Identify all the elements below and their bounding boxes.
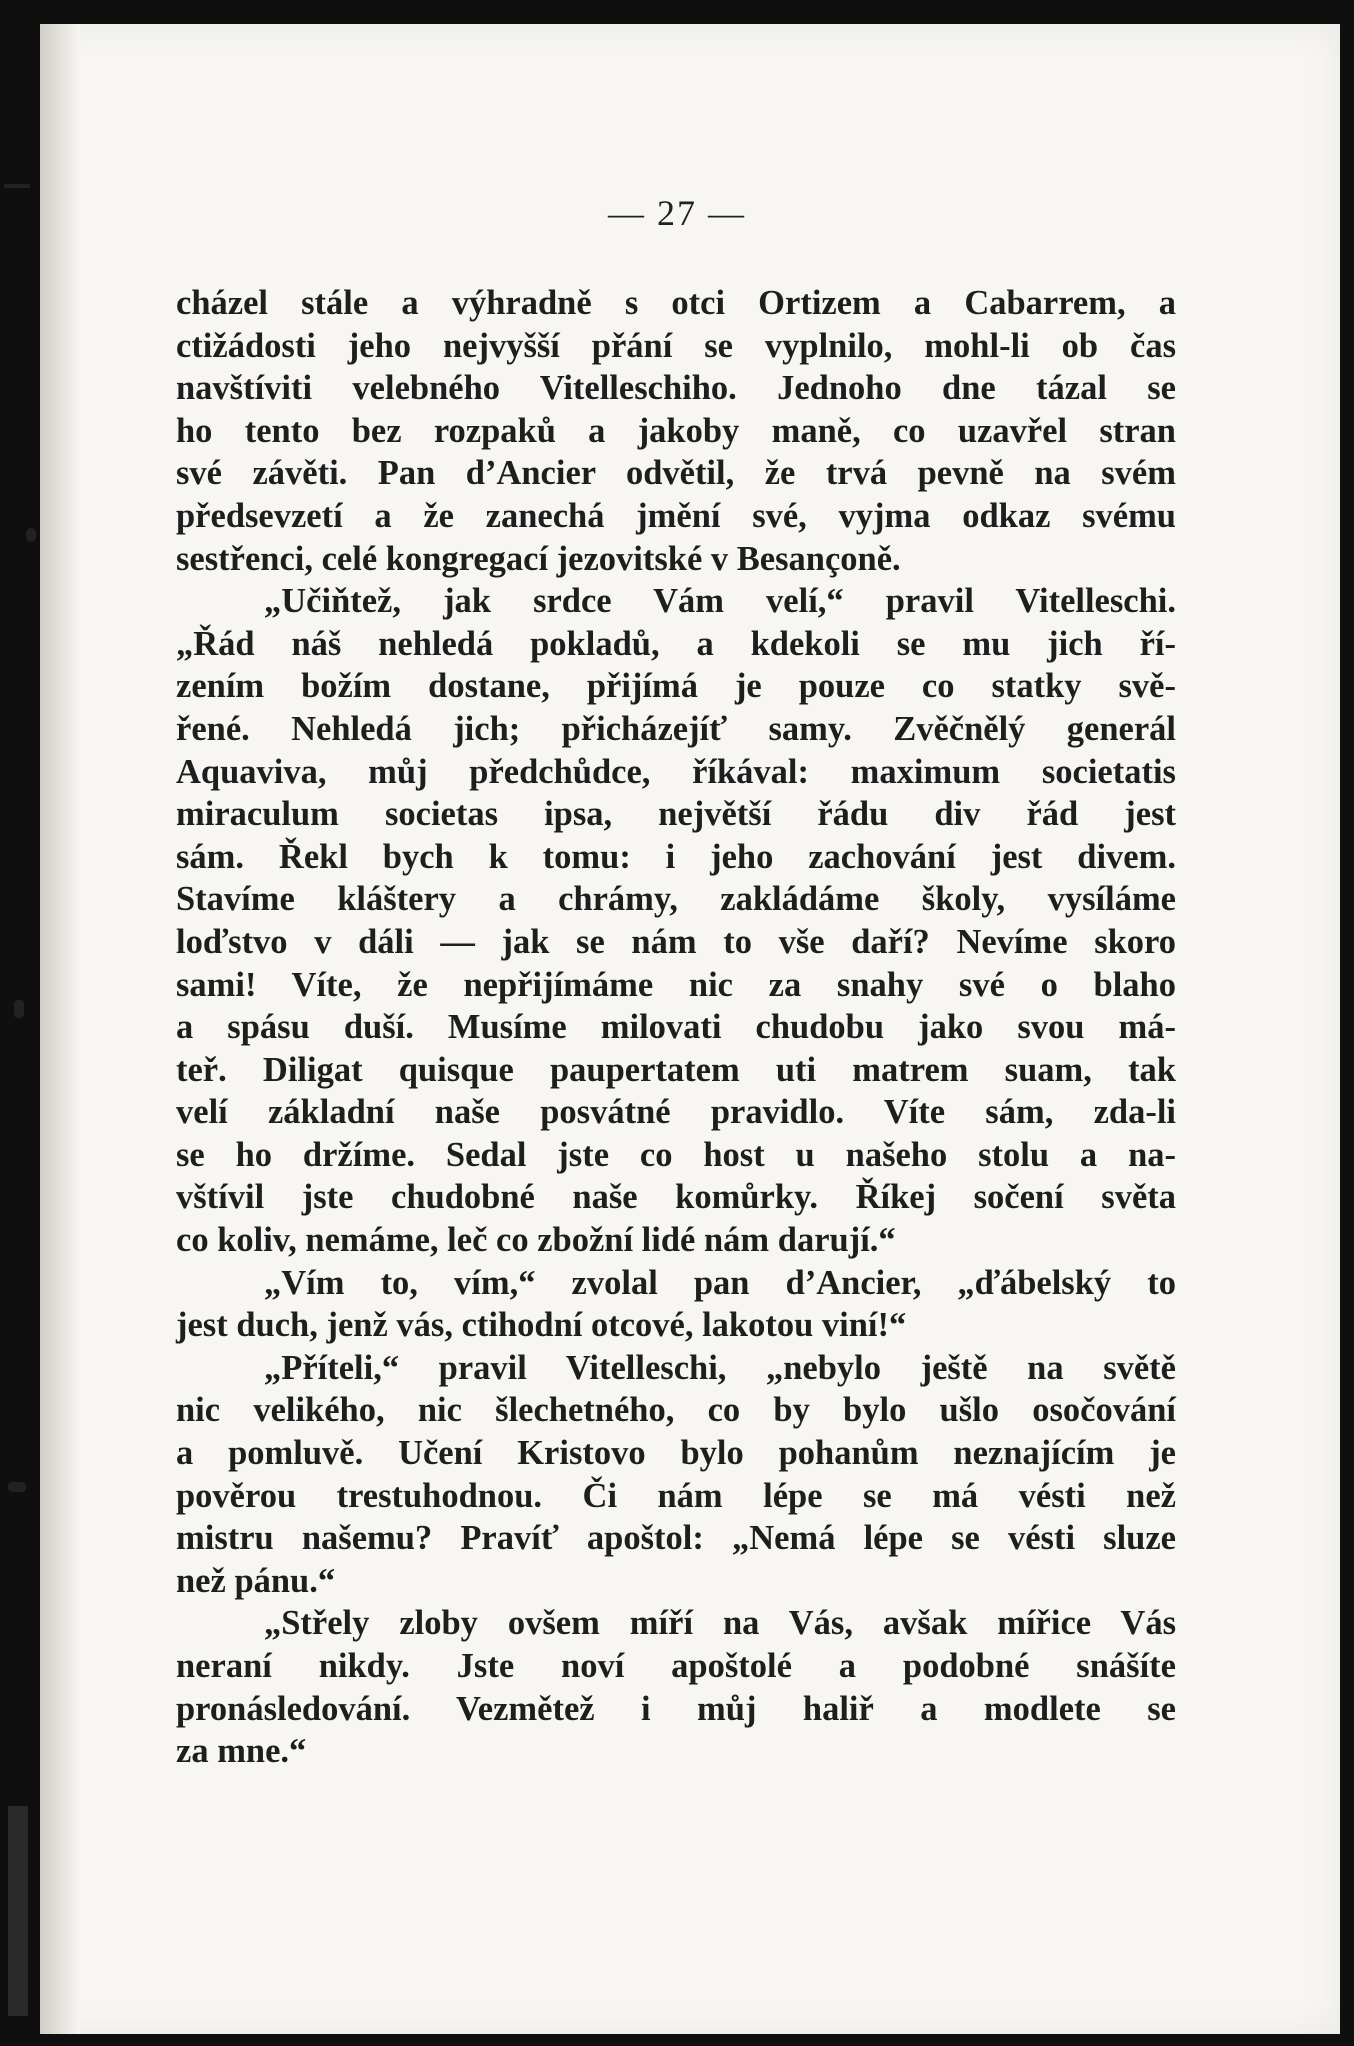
gutter-mark: [26, 528, 36, 542]
text-line: neraní nikdy. Jste noví apoštolé a podobné snášíte: [176, 1647, 1176, 1685]
page-number: — 27 —: [608, 193, 746, 233]
text-line: Stavíme kláštery a chrámy, zakládáme školy, vysíláme: [176, 880, 1176, 919]
text-line: loďstvo v dáli — jak se nám to vše daří? Nevíme skoro: [176, 922, 1176, 961]
text-line: teř. Diligat quisque paupertatem uti matrem suam, tak: [176, 1050, 1176, 1089]
text-line: „Řád náš nehledá pokladů, a kdekoli se mu jich ří-: [176, 624, 1176, 663]
text-line: sami! Víte, že nepřijímáme nic za snahy své o blaho: [176, 965, 1176, 1004]
binding-edge: [40, 24, 80, 2034]
text-line: nic velikého, nic šlechetného, co by bylo ušlo osočování: [176, 1391, 1176, 1430]
text-line: předsevzetí a že zanechá jmění své, vyjma odkaz svému: [176, 496, 1176, 535]
text-line: „Příteli,“ pravil Vitelleschi, „nebylo ještě na světě: [264, 1348, 1176, 1387]
text-line: a spásu duší. Musíme milovati chudobu jako svou má-: [176, 1008, 1176, 1047]
text-line: „Střely zloby ovšem míří na Vás, avšak mířice Vás: [264, 1604, 1176, 1643]
text-line: zením božím dostane, přijímá je pouze co statky svě-: [176, 667, 1176, 706]
text-line: pronásledování. Vezmětež i můj haliř a modlete se: [176, 1689, 1176, 1728]
text-line: miraculum societas ipsa, největší řádu div řád jest: [176, 795, 1176, 834]
text-line: za mne.“: [176, 1732, 307, 1771]
text-line: ho tento bez rozpaků a jakoby maně, co uzavřel stran: [176, 411, 1176, 450]
text-line: mistru našemu? Pravíť apoštol: „Nemá lépe se vésti sluze: [176, 1519, 1176, 1558]
text-line: sestřenci, celé kongregací jezovitské v Besançoně.: [176, 539, 901, 578]
text-line: sám. Řekl bych k tomu: i jeho zachování jest divem.: [176, 837, 1176, 876]
text-line: navštíviti velebného Vitelleschiho. Jednoho dne tázal se: [176, 369, 1176, 408]
text-line: Aquaviva, můj předchůdce, říkával: maximum societatis: [176, 752, 1176, 791]
gutter-mark: [8, 1806, 28, 2016]
text-line: vštívil jste chudobné naše komůrky. Říkej sočení světa: [176, 1178, 1176, 1217]
text-line: jest duch, jenž vás, ctihodní otcové, lakotou viní!“: [176, 1306, 907, 1345]
text-line: velí základní naše posvátné pravidlo. Víte sám, zda-li: [176, 1093, 1176, 1132]
text-line: ctižádosti jeho nejvyšší přání se vyplnilo, mohl-li ob čas: [176, 326, 1176, 365]
gutter-mark: [14, 1000, 24, 1018]
text-line: a pomluvě. Učení Kristovo bylo pohanům neznajícím je: [176, 1434, 1176, 1473]
text-line: cházel stále a výhradně s otci Ortizem a Cabarrem, a: [176, 284, 1176, 322]
text-line: co koliv, nemáme, leč co zbožní lidé nám darují.“: [176, 1221, 896, 1260]
text-line: než pánu.“: [176, 1561, 336, 1600]
gutter-mark: [8, 1482, 26, 1492]
body-text: [176, 282, 1176, 1773]
gutter-mark: [4, 184, 30, 188]
text-line: pověrou trestuhodnou. Či nám lépe se má vésti než: [176, 1476, 1176, 1515]
text-line: „Vím to, vím,“ zvolal pan d’Ancier, „ďábelský to: [264, 1263, 1176, 1302]
text-line: se ho držíme. Sedal jste co host u našeho stolu a na-: [176, 1135, 1176, 1174]
text-line: své závěti. Pan d’Ancier odvětil, že trvá pevně na svém: [176, 454, 1176, 493]
text-line: řené. Nehledá jich; přicházejíť samy. Zvěčnělý generál: [176, 709, 1176, 748]
text-line: „Učiňtež, jak srdce Vám velí,“ pravil Vitelleschi.: [264, 582, 1176, 621]
